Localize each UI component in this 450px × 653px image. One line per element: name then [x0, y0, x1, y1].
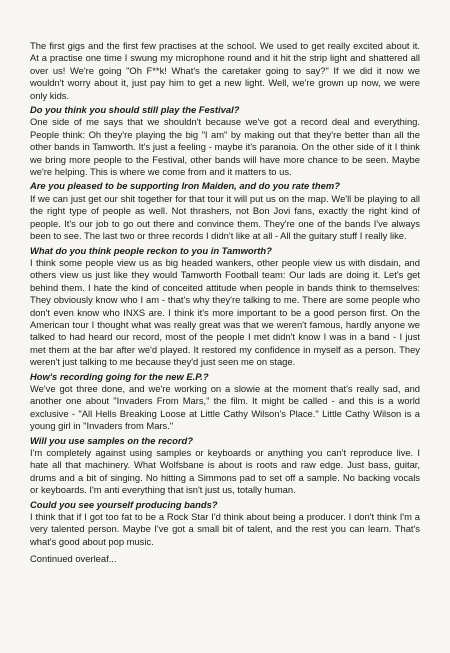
continued-overleaf: Continued overleaf... [30, 553, 117, 565]
answer-recording: We've got three done, and we're working on a slowie at the moment that's really sad, and another one about "Invaders From Mars," the film. It might be called - and this is a world exclusive - "All Hells Breaking Loose at Little Cathy Wilson's Place." Little Cathy Wilson is a young girl in "Invaders from Mars." [30, 382, 420, 432]
question-tamworth: What do you think people reckon to you in Tamworth? [30, 244, 272, 256]
answer-iron-maiden: If we can just get our shit together for that tour it will put us on the map. We'll be playing to all the right type of people as well. Not thrashers, not Bon Jovi fans, exactly the right kind of people. It's our job to go out there and convince them. They're one of the bands I've always been to see. The last two or three records I didn't like at all - All the guitary stuff I really like. [30, 192, 420, 242]
question-recording: How's recording going for the new E.P.? [30, 370, 209, 382]
answer-producing: I think that if I got too fat to be a Rock Star I'd think about being a producer. I don't think I'm a very talented person. Maybe I've got a small bit of talent, and the rest you can learn. That's what's good about pop music. [30, 511, 420, 547]
question-iron-maiden: Are you pleased to be supporting Iron Maiden, and do you rate them? [30, 180, 340, 192]
answer-samples: I'm completely against using samples or keyboards or anything you can't reproduce live. I hate all that machinery. What Wolfsbane is about is roots and raw edge. Just bass, guitar, drums and a bit of singing. No hitting a Simmons pad to set off a sample. No backing vocals or keyboards. I'm anti everything that isn't just us, totally human. [30, 447, 420, 496]
question-producing: Could you see yourself producing bands? [30, 498, 218, 510]
question-festival: Do you think you should still play the Festival? [30, 104, 240, 116]
answer-festival: One side of me says that we shouldn't because we've got a record deal and everything. People think: Oh they're playing the big "I am" by making out that they're better than all the other bands in Tamworth. It's just a feeling - maybe it's paranoia. On the other side of it I think we bring more people to the Festival, other bands will have more chance to be seen. Maybe we're helping. This is where we come from and it matters to us. [30, 116, 420, 178]
answer-tamworth: I think some people view us as big headed wankers, other people view us with disdain, and others view us just like they would Tamworth Football team: Our lads are doing it. Let's get behind them. I hate the kind of conceited attitude when people in bands think to themselves: They obviously know who I am - that's why they're talking to me. There are some people who don't even know who INXS are. I think it's more important to be a good person first. On the American tour I thought what was really great was that we weren't famous, hardly anyone we talked to had heard our record, most of the people I met didn't know I was in a band - I just met them at the bar after we'd played. It restored my confidence in myself as a person. They weren't just talking to me because they'd just seen me on stage. [30, 256, 420, 368]
intro-paragraph: The first gigs and the first few practises at the school. We used to get really excited about it. At a practise one time I swung my microphone round and it hit the strip light and shattered all over us! We're going "Oh F**k! What's the caretaker going to say?" If we did it now we wouldn't worry about it, just pay him to get a new light. Well, we're grown up now, we were only kids. [30, 40, 420, 101]
question-samples: Will you use samples on the record? [30, 434, 193, 446]
